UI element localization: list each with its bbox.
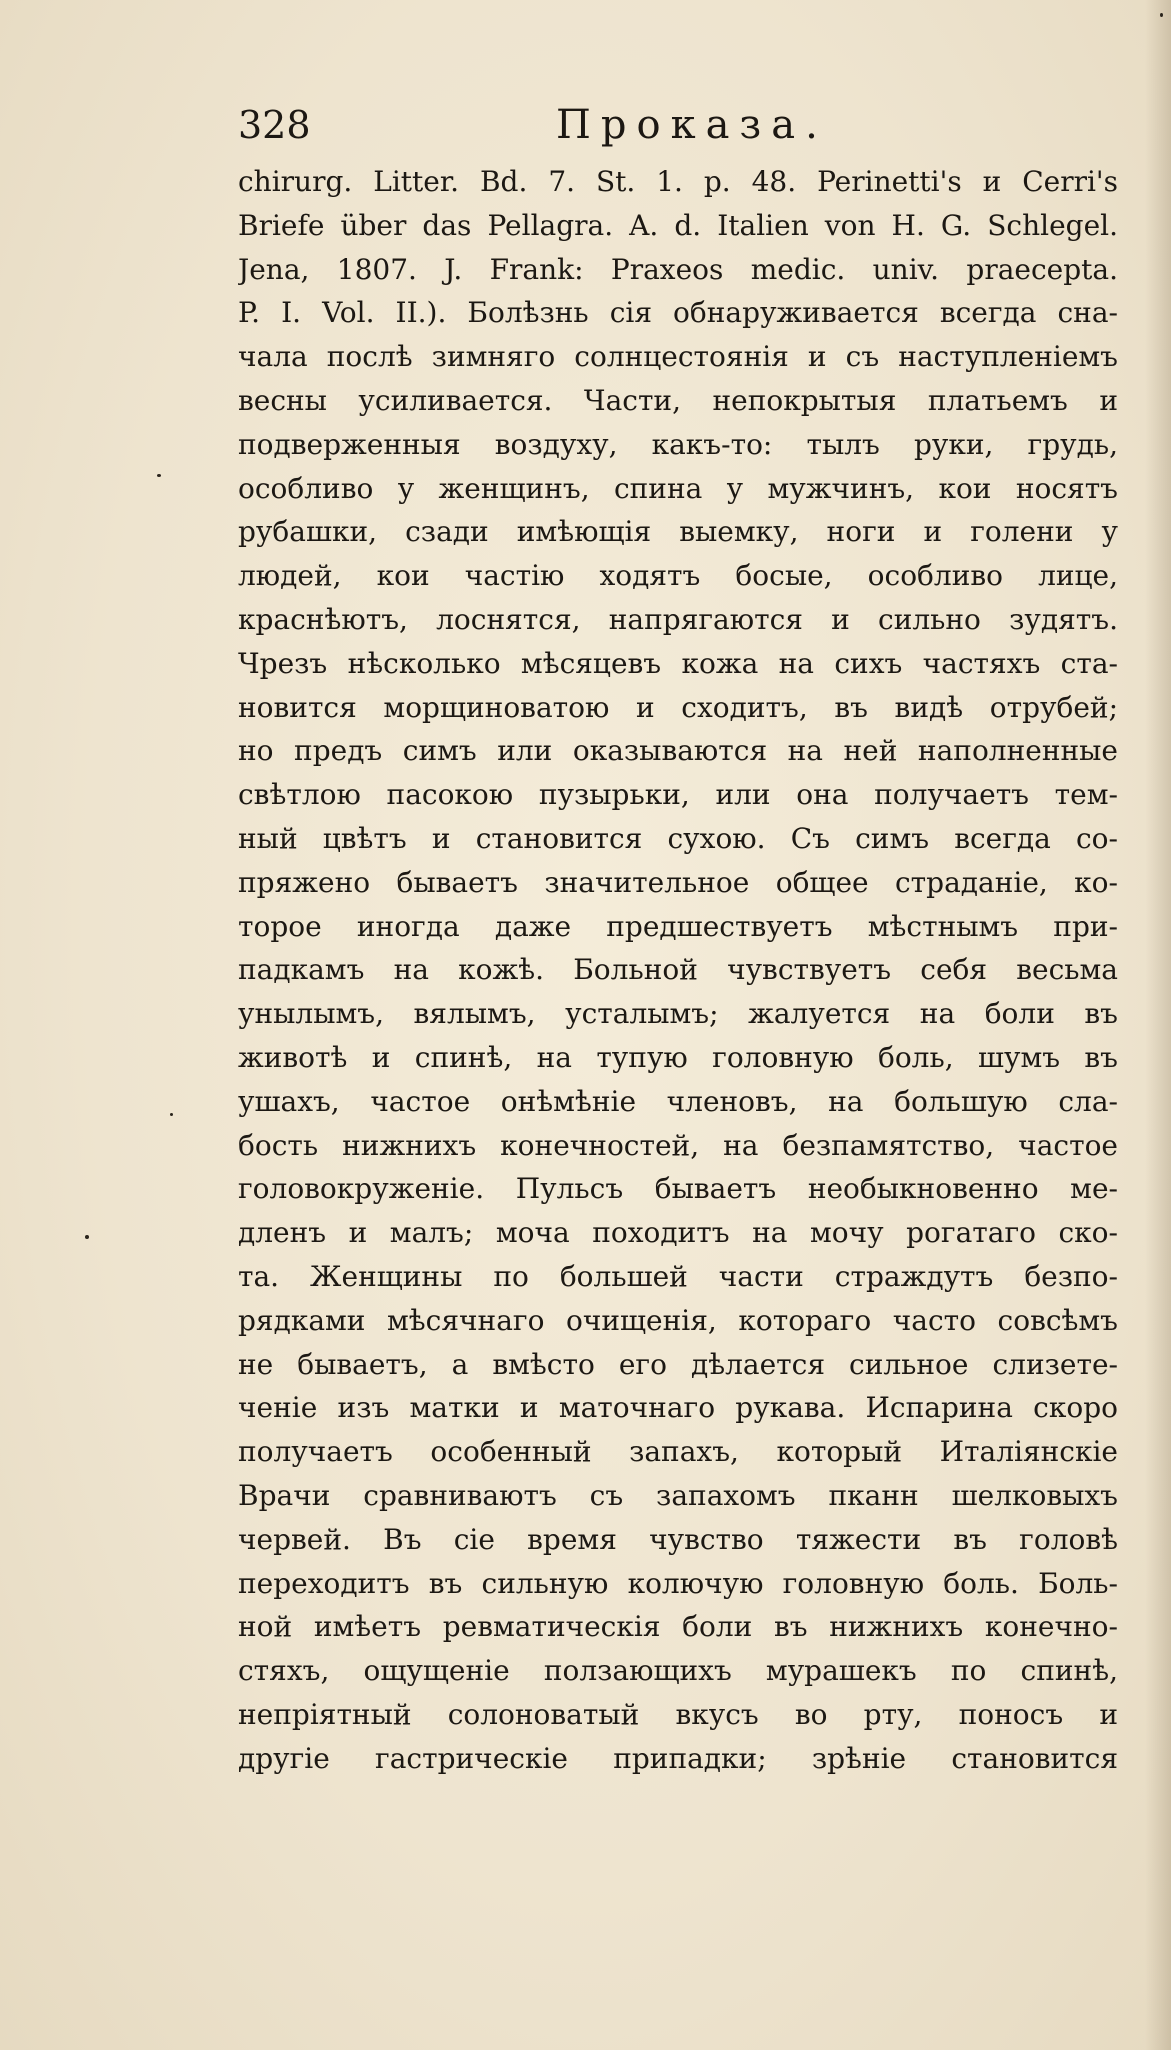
page-edge-shadow (1145, 0, 1171, 2050)
text-line: Чрезъ нѣсколько мѣсяцевъ кожа на сихъ частяхъ ста- (238, 646, 1118, 680)
text-line: рубашки, сзади имѣющія выемку, ноги и голени у (238, 515, 1118, 549)
text-line: та. Женщины по большей части страждутъ безпо- (238, 1259, 1118, 1293)
text-line: Briefe über das Pellagra. A. d. Italien von H. G. Schlegel. (238, 208, 1118, 242)
text-line: весны усиливается. Части, непокрытыя платьемъ и (238, 383, 1118, 417)
page-number: 328 (238, 103, 311, 147)
text-line: ный цвѣтъ и становится сухою. Съ симъ всегда со- (238, 821, 1118, 855)
text-line: рядками мѣсячнаго очищенія, котораго часто совсѣмъ (238, 1303, 1118, 1337)
text-line: новится морщиноватою и сходитъ, въ видѣ отрубей; (238, 690, 1118, 724)
text-line: подверженныя воздуху, какъ-то: тылъ руки, грудь, (238, 427, 1118, 461)
text-line: особливо у женщинъ, спина у мужчинъ, кои носятъ (238, 471, 1118, 505)
ink-speck (170, 1113, 173, 1116)
text-line: стяхъ, ощущеніе ползающихъ мурашекъ по спинѣ, (238, 1654, 1118, 1688)
text-line: унылымъ, вялымъ, усталымъ; жалуется на боли въ (238, 997, 1118, 1031)
text-line: бость нижнихъ конечностей, на безпамятство, частое (238, 1128, 1118, 1162)
text-line: непріятный солоноватый вкусъ во рту, поносъ и (238, 1697, 1118, 1731)
text-line: Jena, 1807. J. Frank: Praxeos medic. univ. praecepta. (238, 252, 1118, 286)
text-line: P. I. Vol. II.). Болѣзнь сія обнаруживается всегда сна- (238, 296, 1118, 330)
text-line: пряжено бываетъ значительное общее страданіе, ко- (238, 865, 1118, 899)
text-line: переходитъ въ сильную колючую головную боль. Боль- (238, 1566, 1118, 1600)
text-line: chirurg. Litter. Bd. 7. St. 1. p. 48. Perinetti's и Cerri's (238, 165, 1118, 198)
text-line: людей, кои частію ходятъ босые, особливо лице, (238, 559, 1118, 593)
text-line: другіе гастрическіе припадки; зрѣніе становится (238, 1741, 1118, 1775)
text-line: чала послѣ зимняго солнцестоянія и съ наступленіемъ (238, 340, 1118, 374)
text-line: падкамъ на кожѣ. Больной чувствуетъ себя весьма (238, 953, 1118, 987)
text-line: червей. Въ сіе время чувство тяжести въ головѣ (238, 1522, 1118, 1556)
text-line: ченіе изъ матки и маточнаго рукава. Испарина скоро (238, 1391, 1118, 1425)
text-line: но предъ симъ или оказываются на ней наполненные (238, 734, 1118, 768)
ink-speck (85, 1235, 89, 1239)
text-line: головокруженіе. Пульсъ бываетъ необыкновенно ме- (238, 1172, 1118, 1206)
text-line: ной имѣетъ ревматическія боли въ нижнихъ конечно- (238, 1610, 1118, 1644)
text-line: свѣтлою пасокою пузырьки, или она получаетъ тем- (238, 778, 1118, 812)
text-line: торое иногда даже предшествуетъ мѣстнымъ при- (238, 909, 1118, 943)
text-line: Врачи сравниваютъ съ запахомъ пканн шелковыхъ (238, 1478, 1118, 1512)
ink-speck (1160, 13, 1163, 17)
text-line: животѣ и спинѣ, на тупую головную боль, шумъ въ (238, 1040, 1118, 1074)
body-text (238, 160, 1118, 1780)
page-header (238, 100, 1118, 160)
text-line: дленъ и малъ; моча походитъ на мочу рогатаго ско- (238, 1216, 1118, 1250)
text-line: не бываетъ, а вмѣсто его дѣлается сильное слизете- (238, 1347, 1118, 1381)
text-line: краснѣютъ, лоснятся, напрягаются и сильно зудятъ. (238, 602, 1118, 636)
text-line: ушахъ, частое онѣмѣніе членовъ, на большую сла- (238, 1084, 1118, 1118)
running-title: Проказа. (556, 102, 828, 148)
text-line: получаетъ особенный запахъ, который Италіянскіе (238, 1435, 1118, 1469)
ink-speck (157, 474, 161, 477)
